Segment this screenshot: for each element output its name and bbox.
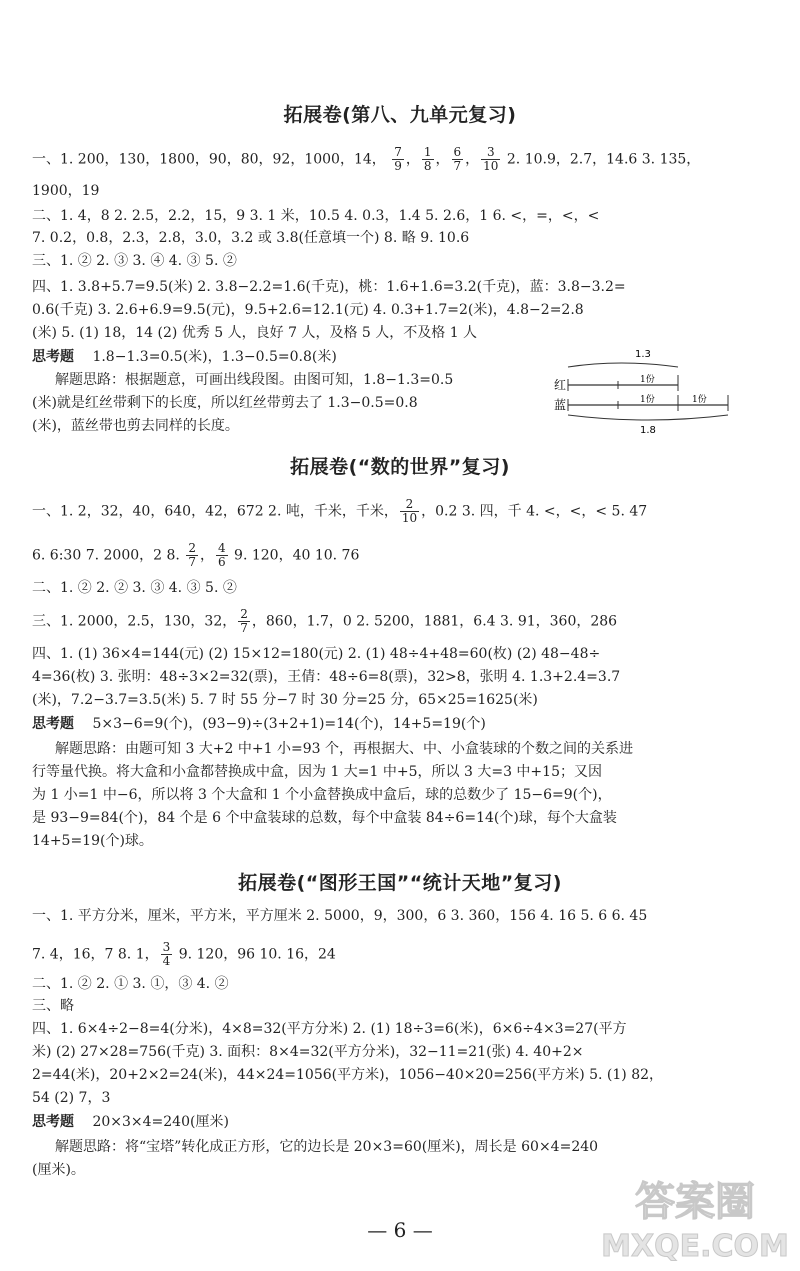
sec1-line-4: 7. 0.2，0.8，2.3，2.8，3.0，3.2 或 3.8(任意填一个) 8. 略 9. 10.6 (32, 230, 470, 246)
sec2-think (32, 713, 772, 735)
fraction (422, 146, 434, 173)
diagram-red-label: 红 (554, 378, 567, 392)
think-answer: 1.8−1.3=0.5(米)，1.3−0.5=0.8(米) (92, 349, 337, 365)
sec3-explain-2: (厘米)。 (32, 1162, 85, 1178)
sec3-line-6: 米) (2) 27×28=756(千克) 3. 面积：8×4=32(平方分米)，32−11=21(张) 4. 40+2× (32, 1044, 584, 1060)
diagram-blue-label: 蓝 (554, 398, 567, 412)
numerator: 2 (240, 607, 248, 621)
sec2-explain-2: 行等量代换。将大盒和小盒都替换成中盒，因为 1 大=1 中+5，所以 3 大=3 中+15；又因 (32, 764, 602, 780)
sec1-line-2: 1900，19 (32, 183, 100, 199)
diagram-bottom-label: 1.8 (640, 425, 656, 436)
denominator: 7 (240, 621, 248, 635)
diagram-part-label: 1份 (692, 395, 707, 405)
sec2-line-3: 二、1. ② 2. ② 3. ③ 4. ③ 5. ② (32, 580, 237, 596)
sec2-line-1 (32, 498, 772, 525)
text: 一、1. 200，130，1800，90，80，92，1000，14， (32, 151, 386, 168)
sec2-line-4 (32, 608, 772, 635)
sec3-explain-1: 解题思路：将“宝塔”转化成正方形，它的边长是 20×3=60(厘米)，周长是 60×4=240 (55, 1139, 599, 1155)
numerator: 3 (162, 940, 171, 954)
watermark-logo (600, 1170, 790, 1265)
numerator: 2 (400, 498, 419, 512)
sec2-line-2: 6. 6:30 7. 2000，2 8. $\frac{2}{7}$ ， $\frac{4}{6}$ 9. 120，40 10. 76 (32, 541, 360, 569)
sec1-line-5: 三、1. ② 2. ③ 3. ④ 4. ③ 5. ② (32, 253, 237, 269)
denominator: 10 (483, 159, 499, 173)
bottom-brace (568, 415, 728, 420)
text: 一、1. 2，32，40，640，42，672 2. 吨，千米，千米， (32, 503, 398, 520)
fraction (452, 146, 464, 173)
fraction (216, 542, 228, 569)
denominator: 4 (162, 954, 171, 968)
text: 7. 4，16，7 8. 1， (32, 946, 159, 963)
fraction (186, 542, 198, 569)
sec3-line-3: 二、1. ② 2. ① 3. ①，③ 4. ② (32, 976, 229, 992)
numerator: 3 (481, 146, 500, 160)
watermark-bottom: MXQE.COM (601, 1229, 789, 1264)
numerator: 4 (217, 541, 226, 555)
think-label: 思考题 (32, 349, 74, 365)
sec1-line-6: 四、1. 3.8+5.7=9.5(米) 2. 3.8−2.2=1.6(千克)，桃：1.6+1.6=3.2(千克)，蓝：3.8−3.2= (32, 279, 626, 295)
fraction (238, 608, 250, 635)
numerator: 2 (188, 541, 196, 555)
section-title-2: 拓展卷(“数的世界”复习) (290, 456, 510, 478)
sec3-line-5: 四、1. 6×4÷2−8=4(分米)，4×8=32(平方分米) 2. (1) 18÷3=6(米)，6×6÷4×3=27(平方 (32, 1021, 627, 1037)
sec1-line-8: (米) 5. (1) 18，14 (2) 优秀 5 人，良好 7 人，及格 5 人，不及格 1 人 (32, 325, 478, 341)
text: ，860，1.7，0 2. 5200，1881，6.4 3. 91，360，286 (251, 613, 618, 630)
think-answer: 20×3×4=240(厘米) (92, 1114, 229, 1130)
sec1-explain-2: (米)就是红丝带剩下的长度，所以红丝带剪去了 1.3−0.5=0.8 (32, 395, 418, 411)
sec1-line-7: 0.6(千克) 3. 2.6+6.9=9.5(元)，9.5+2.6=12.1(元) 4. 0.3+1.7=2(米)，4.8−2=2.8 (32, 302, 584, 318)
sec2-explain-1: 解题思路：由题可知 3 大+2 中+1 小=93 个，再根据大、中、小盒装球的个数之间的关系进 (55, 741, 633, 757)
text: 2. 10.9，2.7，14.6 3. 135， (506, 151, 701, 168)
text: 9. 120，40 10. 76 (229, 547, 360, 564)
sec3-line-7: 2=44(米)，20+2×2=24(米)，44×24=1056(平方米)，1056−40×20=256(平方米) 5. (1) 82， (32, 1067, 664, 1083)
sec3-line-2 (32, 941, 772, 968)
denominator: 7 (188, 555, 196, 569)
page-number: — 6 — (367, 1218, 433, 1242)
sec3-line-8: 54 (2) 7，3 (32, 1090, 111, 1106)
diagram-part-label: 1份 (640, 395, 655, 405)
sec2-explain-3: 为 1 小=1 中−6，所以将 3 个大盒和 1 个小盒替换成中盒后，球的总数少了 15−6=9(个)， (32, 787, 612, 803)
diagram-part-label: 1份 (640, 375, 655, 385)
sec2-line-5: 四、1. (1) 36×4=144(元) (2) 15×12=180(元) 2. (1) 48÷4+48=60(枚) (2) 48−48÷ (32, 646, 601, 662)
sec2-explain-5: 14+5=19(个)球。 (32, 833, 153, 849)
watermark-top: 答案圈 (635, 1179, 755, 1225)
denominator: 7 (453, 159, 462, 173)
sec2-explain-4: 是 93−9=84(个)，84 个是 6 个中盒装球的总数，每个中盒装 84÷6=14(个)球，每个大盒装 (32, 810, 617, 826)
denominator: 9 (394, 159, 402, 173)
fraction (392, 146, 404, 173)
denominator: 8 (423, 159, 432, 173)
sec1-line-1: 一、1. 200，130，1800，90，80，92，1000，14， $\frac{7}{9}$ ， $\frac{1}{8}$ ， $\frac{6}{7}$ ， $\frac{3}{10}$ 2. 10.9，2.7，14.6 3. 135， (32, 145, 701, 173)
sec1-line-3: 二、1. 4，8 2. 2.5，2.2，15，9 3. 1 米，10.5 4. 0.3，1.4 5. 2.6，1 6. <，=，<，< (32, 208, 600, 224)
denominator: 6 (217, 555, 226, 569)
sec2-line-6: 4=36(枚) 3. 张明：48÷3×2=32(票)，王倩：48÷6=8(票)，32>8，张明 4. 1.3+2.4=3.7 (32, 669, 621, 685)
fraction (400, 498, 419, 525)
fraction (481, 146, 500, 173)
sec3-think (32, 1111, 772, 1133)
top-brace (568, 363, 678, 367)
section-title-3: 拓展卷(“图形王国”“统计天地”复习) (238, 872, 562, 894)
think-label: 思考题 (32, 716, 74, 732)
fraction (161, 941, 173, 968)
numerator: 7 (394, 145, 402, 159)
think-label: 思考题 (32, 1114, 74, 1130)
numerator: 1 (423, 145, 432, 159)
sec2-line-7: (米)，7.2−3.7=3.5(米) 5. 7 时 55 分−7 时 30 分=25 分，65×25=1625(米) (32, 692, 538, 708)
segment-diagram (554, 345, 790, 436)
sec3-line-1: 一、1. 平方分米，厘米，平方米，平方厘米 2. 5000，9，300，6 3. 360，156 4. 16 5. 6 6. 45 (32, 908, 648, 924)
sec1-explain-1: 解题思路：根据题意，可画出线段图。由图可知，1.8−1.3=0.5 (55, 372, 454, 388)
text: 6. 6:30 7. 2000，2 8. (32, 547, 185, 564)
denominator: 10 (401, 511, 418, 525)
sec3-line-4: 三、略 (32, 998, 74, 1014)
text: 9. 120，96 10. 16，24 (174, 946, 336, 963)
text: 三、1. 2000，2.5，130，32， (32, 613, 237, 630)
numerator: 6 (453, 145, 462, 159)
text: ，0.2 3. 四，千 4. <，<，< 5. 47 (421, 503, 648, 520)
sec1-explain-3: (米)，蓝丝带也剪去同样的长度。 (32, 418, 239, 434)
think-answer: 5×3−6=9(个)，(93−9)÷(3+2+1)=14(个)，14+5=19(个) (92, 716, 486, 732)
section-title-1: 拓展卷(第八、九单元复习) (283, 104, 517, 126)
diagram-top-label: 1.3 (635, 349, 651, 360)
